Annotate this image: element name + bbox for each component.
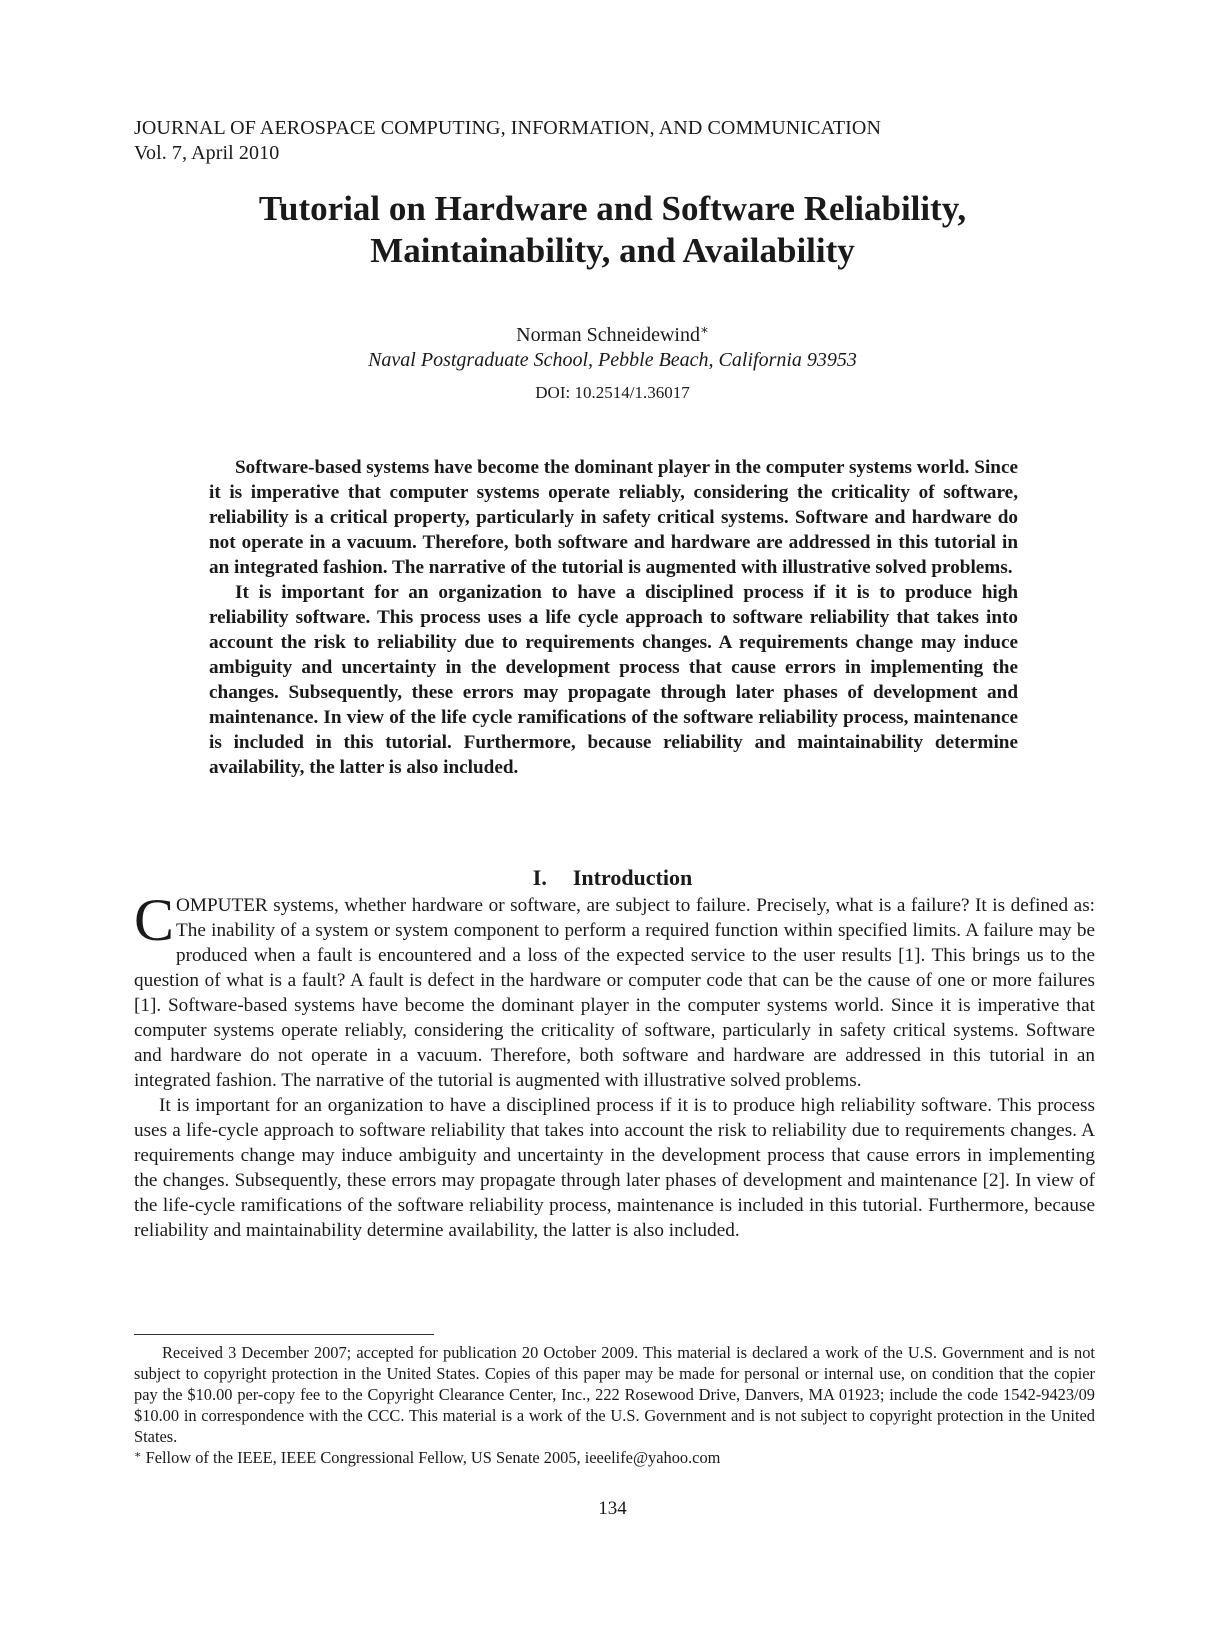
footnotes <box>134 1342 1095 1468</box>
abstract-paragraph-2: It is important for an organization to have a disciplined process if it is to produce high reliability software. This process uses a life cycle approach to software reliability that takes into account the risk to reliability due to requirements changes. A requirements change may induce ambiguity and uncertainty in the development process that cause errors in implementing the changes. Subsequently, these errors may propagate through later phases of development and maintenance. In view of the life cycle ramifications of the software reliability process, maintenance is included in this tutorial. Furthermore, because reliability and maintainability determine availability, the latter is also included. <box>209 582 1018 778</box>
doi: DOI: 10.2514/1.36017 <box>535 383 690 402</box>
author-name: Norman Schneidewind <box>516 324 700 346</box>
author-affiliation: Naval Postgraduate School, Pebble Beach, California 93953 <box>368 349 857 371</box>
paper-title-line-2: Maintainability, and Availability <box>370 231 855 270</box>
footnote-marker: ∗ <box>134 1449 142 1461</box>
paper-title <box>134 188 1091 272</box>
body-paragraph-1-text: OMPUTER systems, whether hardware or software, are subject to failure. Precisely, what is a failure? It is defined as: The inability of a system or system component to perform a required function within specified limits. A failure may be produced when a fault is encountered and a loss of the expected service to the user results [1]. This brings us to the question of what is a fault? A fault is defect in the hardware or computer code that can be the cause of one or more failures [1]. Software-based systems have become the dominant player in the computer systems world. Since it is imperative that computer systems operate reliably, considering the criticality of software, particularly in safety critical systems. Software and hardware do not operate in a vacuum. Therefore, both software and hardware are addressed in this tutorial in an integrated fashion. The narrative of the tutorial is augmented with illustrative solved problems. <box>134 895 1095 1091</box>
body-paragraph-2: It is important for an organization to have a disciplined process if it is to produce high reliability software. This process uses a life-cycle approach to software reliability that takes into account the risk to reliability due to requirements changes. A requirements change may induce ambiguity and uncertainty in the development process that cause errors in implementing the changes. Subsequently, these errors may propagate through later phases of development and maintenance [2]. In view of the life-cycle ramifications of the software reliability process, maintenance is included in this tutorial. Furthermore, because reliability and maintainability determine availability, the latter is also included. <box>134 1095 1095 1241</box>
footnote-author <box>134 1447 1095 1468</box>
body-paragraph-1 <box>134 887 1095 1093</box>
page-number: 134 <box>598 1498 627 1519</box>
section-heading <box>134 864 1091 891</box>
abstract <box>209 455 1018 780</box>
abstract-paragraph-1: Software-based systems have become the dominant player in the computer systems world. Since it is imperative that computer systems operate reliably, considering the criticality of software, reliability is a critical property, particularly in safety critical systems. Software and hardware do not operate in a vacuum. Therefore, both software and hardware are addressed in this tutorial in an integrated fashion. The narrative of the tutorial is augmented with illustrative solved problems. <box>209 457 1018 578</box>
footnote-received: Received 3 December 2007; accepted for publication 20 October 2009. This material is declared a work of the U.S. Government and is not subject to copyright protection in the United States. Copies of this paper may be made for personal or internal use, on condition that the copier pay the $10.00 per-copy fee to the Copyright Clearance Center, Inc., 222 Rosewood Drive, Danvers, MA 01923; include the code 1542-9423/09 $10.00 in correspondence with the CCC. This material is a work of the U.S. Government and is not subject to copyright protection in the United States. <box>134 1343 1095 1446</box>
footnote-author-text: Fellow of the IEEE, IEEE Congressional Fellow, US Senate 2005, ieeelife@yahoo.com <box>141 1448 721 1467</box>
journal-header <box>134 116 881 166</box>
author-line <box>134 323 1091 348</box>
paper-title-line-1: Tutorial on Hardware and Software Reliability, <box>258 189 967 228</box>
section-number: I. <box>532 865 547 890</box>
drop-cap: C <box>134 887 175 953</box>
journal-volume: Vol. 7, April 2010 <box>134 142 280 164</box>
journal-name: JOURNAL OF AEROSPACE COMPUTING, INFORMATION, AND COMMUNICATION <box>134 117 882 139</box>
footnote-divider <box>134 1334 434 1335</box>
author-footnote-marker: ∗ <box>700 322 709 337</box>
section-title: Introduction <box>572 865 693 890</box>
introduction-body <box>134 887 1095 1243</box>
